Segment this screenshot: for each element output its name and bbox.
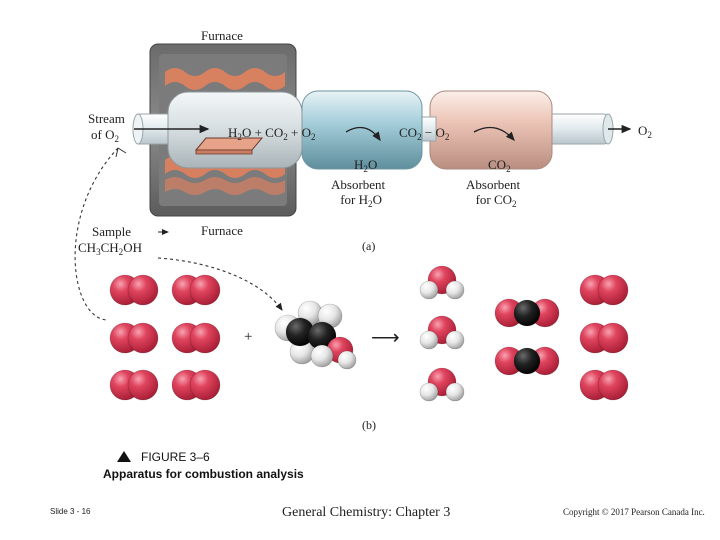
stream-link-arrowhead bbox=[116, 148, 126, 157]
stream-o2-label: of $O_2$ bbox=[91, 127, 120, 144]
reaction-molecule-models bbox=[110, 266, 628, 401]
course-title: General Chemistry: Chapter 3 bbox=[282, 505, 451, 520]
triangle-marker-icon bbox=[117, 451, 131, 462]
furnace-top-label: Furnace bbox=[201, 28, 243, 43]
ethanol-hydrogen-atom bbox=[311, 345, 333, 367]
o2-oxygen-atom bbox=[598, 275, 628, 305]
o2-oxygen-atom bbox=[598, 323, 628, 353]
furnace-bottom-label: Furnace bbox=[201, 223, 243, 238]
water-hydrogen-atom bbox=[420, 281, 438, 299]
water-hydrogen-atom bbox=[446, 281, 464, 299]
sample-label: Sample bbox=[92, 224, 131, 239]
co2-carbon-atom bbox=[514, 300, 540, 326]
co2-carbon-atom bbox=[514, 348, 540, 374]
combustion-products-label: $H_2O + CO_2 + O_2$ bbox=[228, 125, 316, 142]
copyright-notice: Copyright © 2017 Pearson Canada Inc. bbox=[563, 507, 705, 517]
remaining-gases-label: $CO_2 - O_2$ bbox=[399, 125, 450, 142]
absorbed-h2o-label: $H_2O$ bbox=[354, 157, 378, 174]
figure-number: FIGURE 3–6 bbox=[141, 450, 210, 464]
o2-oxygen-atom bbox=[128, 275, 158, 305]
plus-sign: + bbox=[244, 329, 253, 345]
water-hydrogen-atom bbox=[446, 331, 464, 349]
absorbent-co2-label: Absorbent for $CO_2$ bbox=[466, 177, 521, 209]
absorbed-co2-label: $CO_2$ bbox=[488, 157, 511, 174]
o2-oxygen-atom bbox=[190, 323, 220, 353]
o2-oxygen-atom bbox=[128, 370, 158, 400]
stream-label: Stream bbox=[88, 111, 125, 126]
absorbent-h2o-label: Absorbent for $H_2O$ bbox=[331, 177, 386, 209]
part-b-label: (b) bbox=[362, 418, 376, 432]
part-a-label: (a) bbox=[362, 239, 376, 253]
o2-oxygen-atom bbox=[128, 323, 158, 353]
ethanol-hydroxyl-hydrogen-atom bbox=[338, 351, 356, 369]
reaction-arrow: ⟶ bbox=[371, 327, 400, 349]
water-hydrogen-atom bbox=[420, 383, 438, 401]
slide-number: Slide 3 - 16 bbox=[50, 507, 91, 516]
o2-oxygen-atom bbox=[190, 370, 220, 400]
o2-oxygen-atom bbox=[190, 275, 220, 305]
figure-title: Apparatus for combustion analysis bbox=[103, 467, 304, 482]
sample-formula: $CH_3CH_2OH$ bbox=[78, 240, 142, 257]
figure-caption bbox=[103, 449, 304, 484]
water-hydrogen-atom bbox=[446, 383, 464, 401]
water-hydrogen-atom bbox=[420, 331, 438, 349]
outlet-tube bbox=[548, 114, 608, 144]
outlet-o2-label: $O_2$ bbox=[638, 123, 652, 140]
o2-oxygen-atom bbox=[598, 370, 628, 400]
